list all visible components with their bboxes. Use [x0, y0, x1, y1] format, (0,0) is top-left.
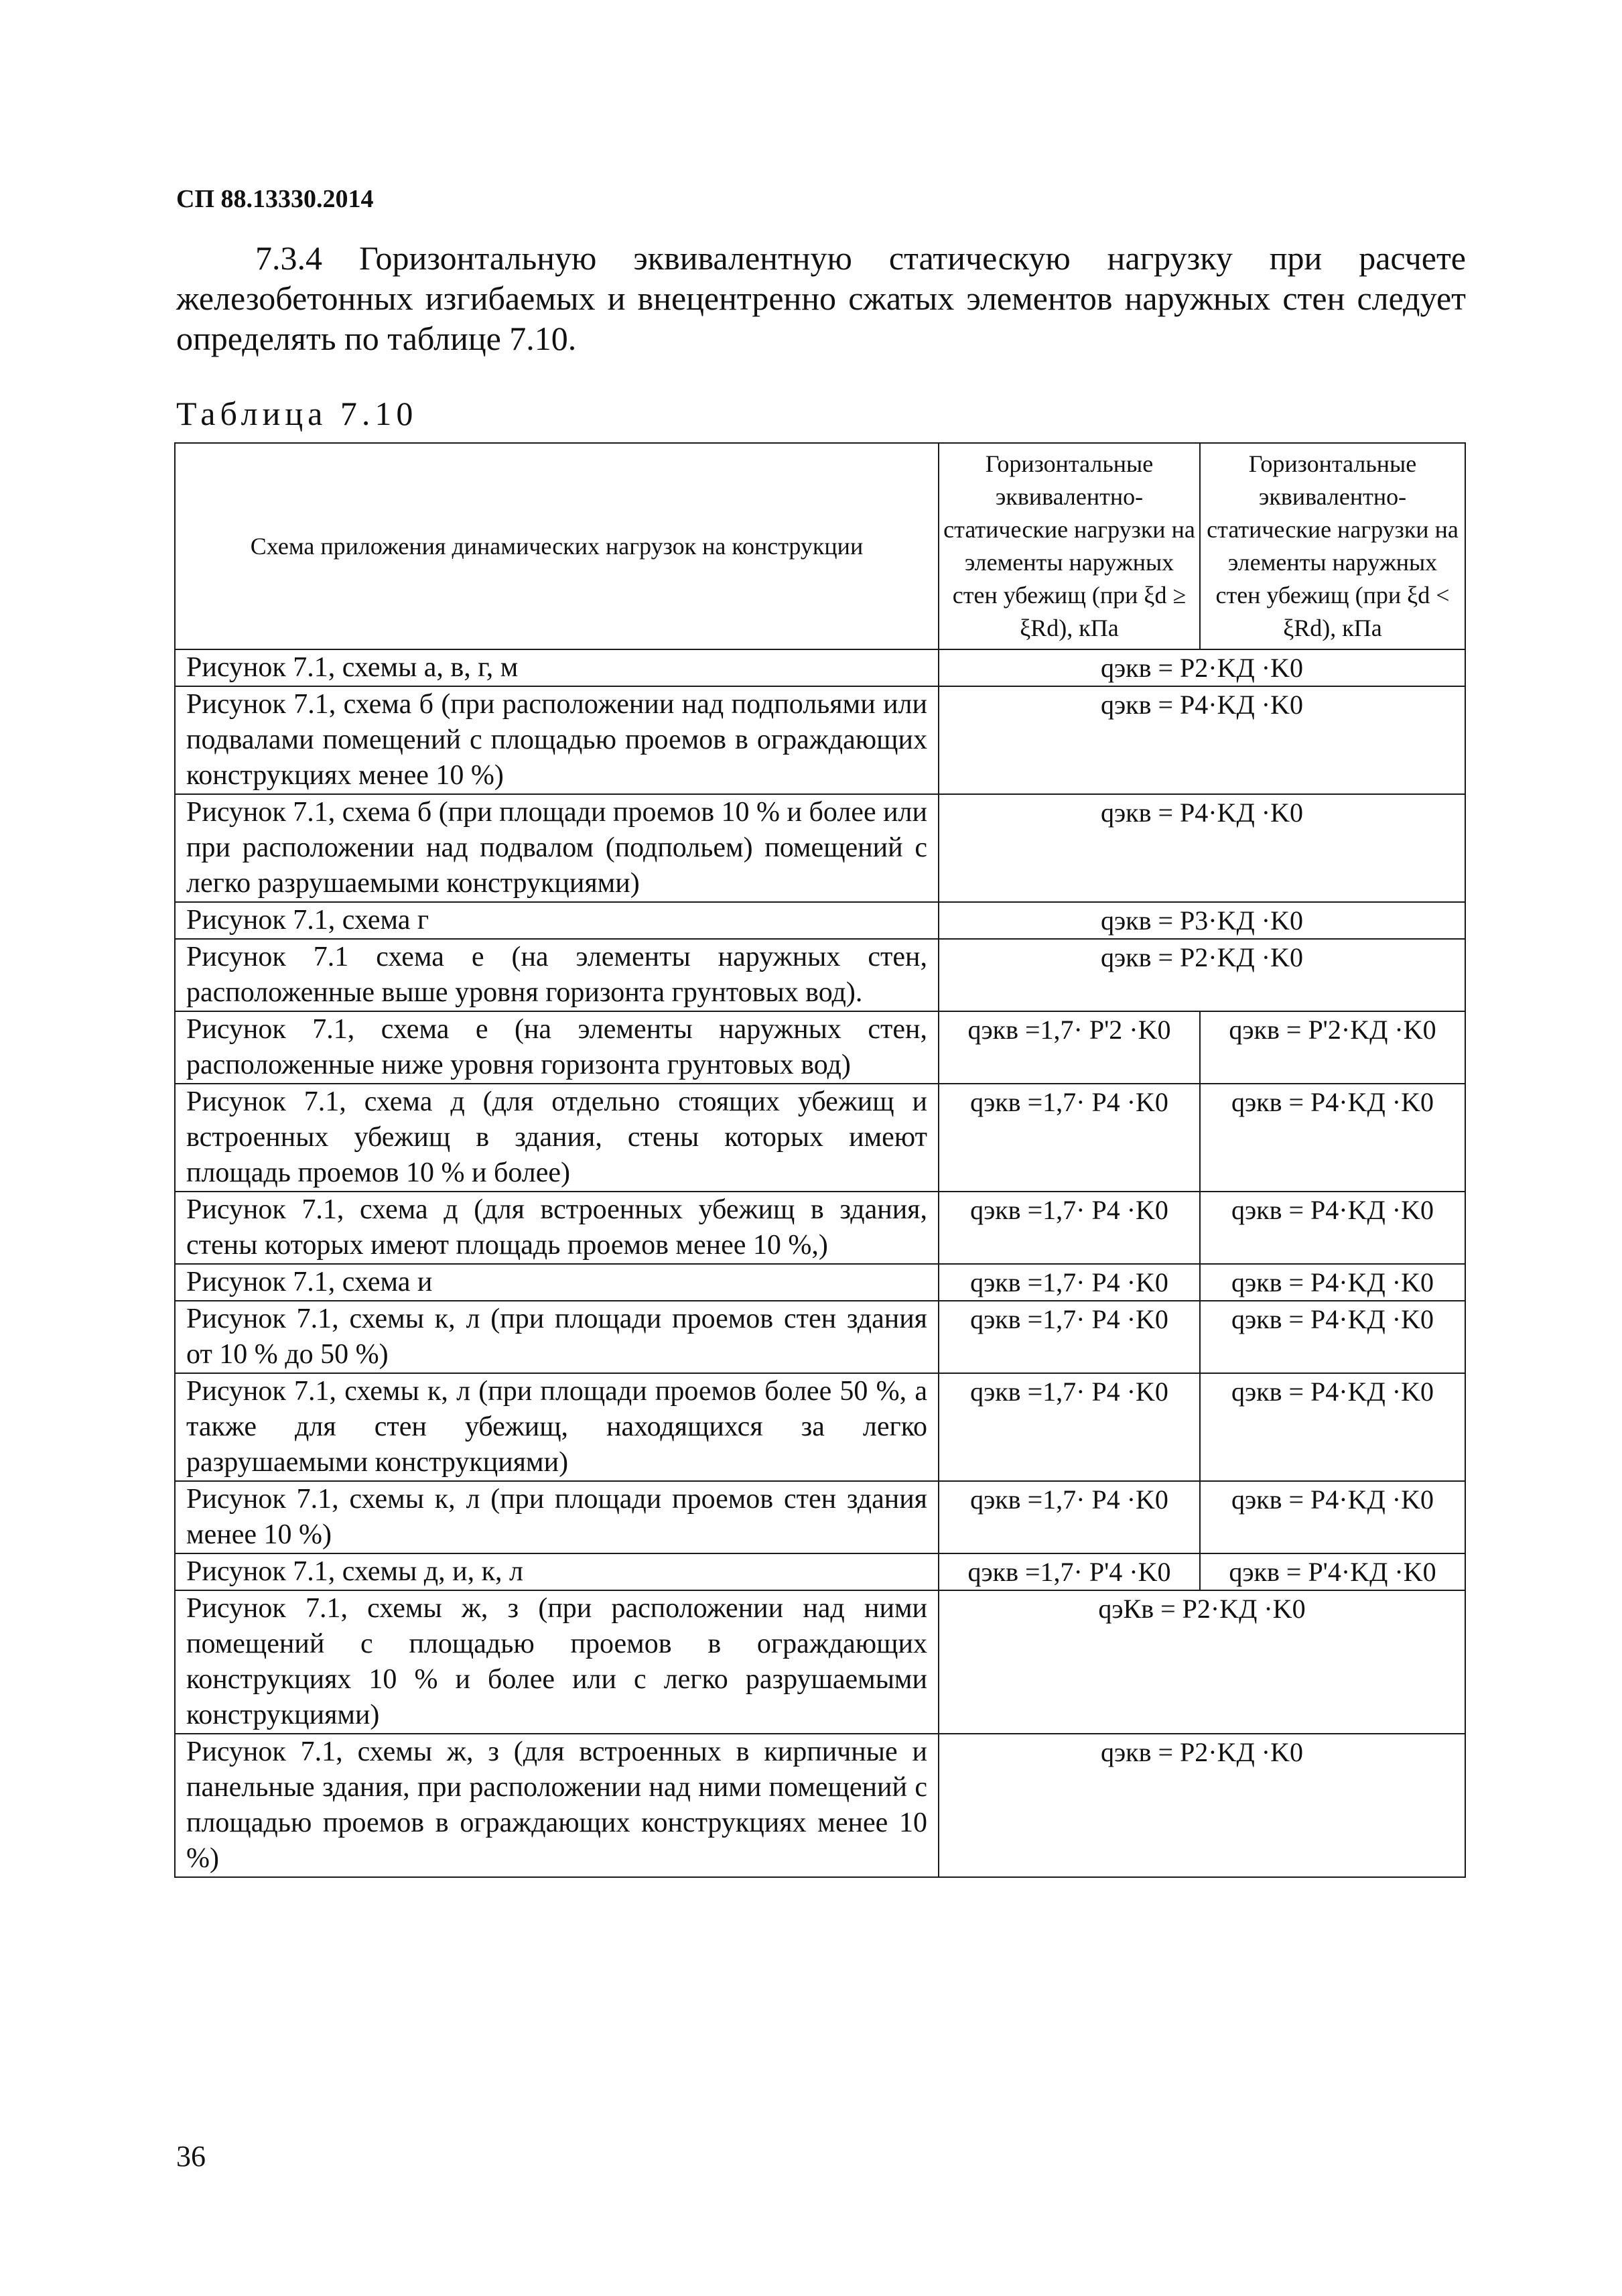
header-load-xi-lt: Горизонтальные эквивалентно-статические нагрузки на элементы наружных стен убежищ (при ξd < ξRd), кПа [1200, 443, 1465, 649]
table-row [175, 1192, 1465, 1264]
formula-cell-xi-ge: qэкв =1,7· P'4 ·K0 [939, 1553, 1200, 1590]
table-row [175, 1481, 1465, 1553]
formula-cell-xi-lt: qэкв = P'2·KД ·K0 [1200, 1011, 1465, 1084]
table-row [175, 1264, 1465, 1301]
table-row [175, 1084, 1465, 1192]
formula-cell-xi-lt: qэкв = P4·KД ·K0 [1200, 1373, 1465, 1481]
formula-cell-xi-lt: qэкв = P4·KД ·K0 [1200, 1264, 1465, 1301]
formula-cell-xi-lt: qэкв = P'4·KД ·K0 [1200, 1553, 1465, 1590]
formula-cell-xi-ge: qэкв =1,7· P4 ·K0 [939, 1192, 1200, 1264]
table-row [175, 939, 1465, 1011]
formula-cell-xi-lt: qэкв = P4·KД ·K0 [1200, 1084, 1465, 1192]
page-number: 36 [176, 2140, 206, 2173]
table-row [175, 1373, 1465, 1481]
table-row [175, 686, 1465, 794]
formula-cell-xi-ge: qэкв =1,7· P'2 ·K0 [939, 1011, 1200, 1084]
scheme-description-cell: Рисунок 7.1, схемы к, л (при площади проемов более 50 %, а также для стен убежищ, находящихся за легко разрушаемыми конструкциями) [175, 1373, 939, 1481]
formula-cell-xi-lt: qэкв = P4·KД ·K0 [1200, 1192, 1465, 1264]
table-row [175, 794, 1465, 902]
scheme-description-cell: Рисунок 7.1, схема д (для отдельно стоящих убежищ и встроенных убежищ в здания, стены которых имеют площадь проемов 10 % и более) [175, 1084, 939, 1192]
formula-cell-merged: qэкв = P2·KД ·K0 [939, 939, 1465, 1011]
table-row [175, 1734, 1465, 1877]
table-row [175, 1590, 1465, 1734]
table-row [175, 1011, 1465, 1084]
scheme-description-cell: Рисунок 7.1, схема д (для встроенных убежищ в здания, стены которых имеют площадь проемов менее 10 %,) [175, 1192, 939, 1264]
scheme-description-cell: Рисунок 7.1, схема б (при расположении над подпольями или подвалами помещений с площадью проемов в ограждающих конструкциях менее 10 %) [175, 686, 939, 794]
scheme-description-cell: Рисунок 7.1, схемы к, л (при площади проемов стен здания менее 10 %) [175, 1481, 939, 1553]
formula-cell-xi-ge: qэкв =1,7· P4 ·K0 [939, 1084, 1200, 1192]
clause-paragraph [176, 238, 1466, 359]
document-code-header: СП 88.13330.2014 [176, 185, 374, 213]
formula-cell-xi-lt: qэкв = P4·KД ·K0 [1200, 1301, 1465, 1373]
formula-cell-merged: qэкв = P4·KД ·K0 [939, 686, 1465, 794]
formula-cell-xi-lt: qэкв = P4·KД ·K0 [1200, 1481, 1465, 1553]
table-body [175, 649, 1465, 1877]
scheme-description-cell: Рисунок 7.1, схемы ж, з (при расположении над ними помещений с площадью проемов в ограждающих конструкциях 10 % и более или с легко разрушаемыми конструкциями) [175, 1590, 939, 1734]
table-row [175, 902, 1465, 939]
table-row [175, 649, 1465, 686]
scheme-description-cell: Рисунок 7.1, схема и [175, 1264, 939, 1301]
header-load-xi-ge: Горизонтальные эквивалентно-статические нагрузки на элементы наружных стен убежищ (при ξd ≥ ξRd), кПа [939, 443, 1200, 649]
formula-cell-xi-ge: qэкв =1,7· P4 ·K0 [939, 1301, 1200, 1373]
loads-table [174, 442, 1466, 1878]
table-caption: Таблица 7.10 [176, 395, 418, 432]
formula-cell-merged: qэкв = P2·KД ·K0 [939, 649, 1465, 686]
scheme-description-cell: Рисунок 7.1, схемы к, л (при площади проемов стен здания от 10 % до 50 %) [175, 1301, 939, 1373]
formula-cell-merged: qэкв = P2·KД ·K0 [939, 1734, 1465, 1877]
formula-cell-xi-ge: qэкв =1,7· P4 ·K0 [939, 1264, 1200, 1301]
formula-cell-xi-ge: qэкв =1,7· P4 ·K0 [939, 1373, 1200, 1481]
scheme-description-cell: Рисунок 7.1, схема е (на элементы наружных стен, расположенные ниже уровня горизонта грунтовых вод) [175, 1011, 939, 1084]
formula-cell-merged: qэкв = P4·KД ·K0 [939, 794, 1465, 902]
scheme-description-cell: Рисунок 7.1, схемы ж, з (для встроенных в кирпичные и панельные здания, при расположении над ними помещений с площадью проемов в ограждающих конструкциях менее 10 %) [175, 1734, 939, 1877]
header-scheme: Схема приложения динамических нагрузок на конструкции [175, 443, 939, 649]
scheme-description-cell: Рисунок 7.1, схема б (при площади проемов 10 % и более или при расположении над подвалом (подпольем) помещений с легко разрушаемыми конструкциями) [175, 794, 939, 902]
clause-text: 7.3.4 Горизонтальную эквивалентную статическую нагрузку при расчете железобетонных изгибаемых и внецентренно сжатых элементов наружных стен следует определять по таблице 7.10. [176, 239, 1466, 357]
formula-cell-merged: qэКв = P2·KД ·K0 [939, 1590, 1465, 1734]
table-row [175, 1553, 1465, 1590]
formula-cell-merged: qэкв = P3·KД ·K0 [939, 902, 1465, 939]
table-row [175, 1301, 1465, 1373]
table-7-10-container [174, 442, 1466, 1878]
table-header-row [175, 443, 1465, 649]
scheme-description-cell: Рисунок 7.1 схема е (на элементы наружных стен, расположенные выше уровня горизонта грунтовых вод). [175, 939, 939, 1011]
formula-cell-xi-ge: qэкв =1,7· P4 ·K0 [939, 1481, 1200, 1553]
scheme-description-cell: Рисунок 7.1, схемы а, в, г, м [175, 649, 939, 686]
scheme-description-cell: Рисунок 7.1, схема г [175, 902, 939, 939]
scheme-description-cell: Рисунок 7.1, схемы д, и, к, л [175, 1553, 939, 1590]
